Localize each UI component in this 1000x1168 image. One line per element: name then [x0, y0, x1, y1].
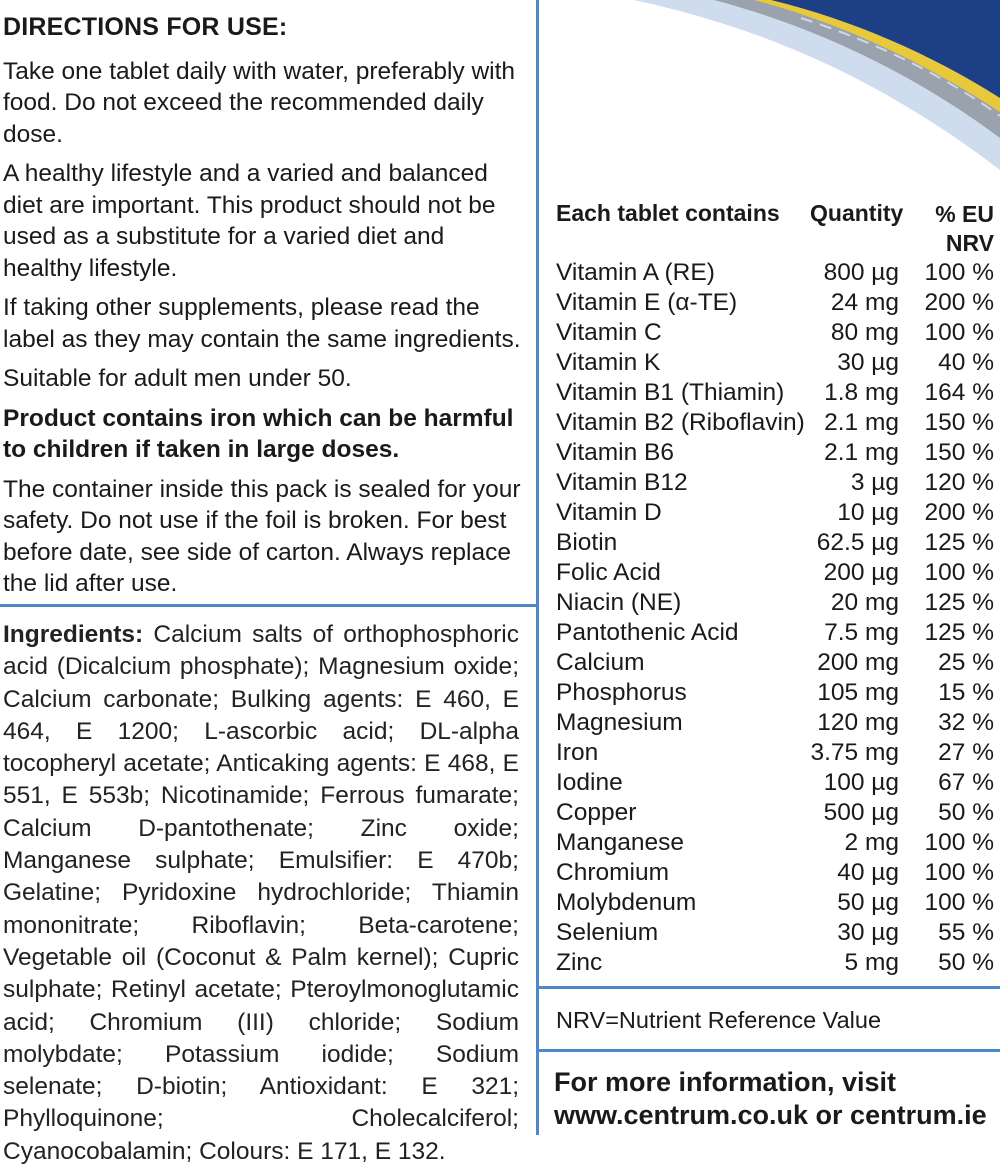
nutrient-quantity: 50 µg: [837, 889, 899, 916]
table-row: [556, 888, 998, 918]
nutrient-nrv: 27 %: [938, 739, 994, 766]
table-row: [556, 858, 998, 888]
nutrient-nrv: 125 %: [924, 619, 994, 646]
nutrient-quantity: 2.1 mg: [824, 409, 899, 436]
nutrient-name: Manganese: [556, 829, 685, 856]
table-row: [556, 588, 998, 618]
nutrient-quantity: 120 mg: [817, 709, 899, 736]
nutrient-nrv: 32 %: [938, 709, 994, 736]
nutrient-quantity: 40 µg: [837, 859, 899, 886]
nutrient-nrv: 125 %: [924, 529, 994, 556]
more-info-line: For more information, visit: [554, 1067, 897, 1097]
nutrient-name: Iron: [556, 739, 599, 766]
nutrient-name: Pantothenic Acid: [556, 619, 739, 646]
nutrient-name: Vitamin B1 (Thiamin): [556, 379, 785, 406]
column-header-nrv-line2: NRV: [945, 230, 994, 256]
nutrient-nrv: 40 %: [938, 349, 994, 376]
nutrient-name: Vitamin K: [556, 349, 661, 376]
table-row: [556, 648, 998, 678]
table-row: [556, 378, 998, 408]
nutrient-name: Vitamin B6: [556, 439, 675, 466]
nutrient-nrv: 150 %: [924, 409, 994, 436]
table-row: [556, 948, 998, 978]
nutrient-nrv: 125 %: [924, 589, 994, 616]
nutrient-quantity: 1.8 mg: [824, 379, 899, 406]
nutrient-name: Calcium: [556, 649, 645, 676]
nutrient-quantity: 200 mg: [817, 649, 899, 676]
nutrient-nrv: 55 %: [938, 919, 994, 946]
nutrient-name: Zinc: [556, 949, 603, 976]
nutrition-header: [556, 196, 998, 258]
nutrient-quantity: 100 µg: [823, 769, 899, 796]
brand-swoosh-graphic: [539, 0, 1000, 170]
nutrient-name: Chromium: [556, 859, 669, 886]
nutrient-nrv: 50 %: [938, 949, 994, 976]
column-header-nrv-line1: % EU: [935, 201, 994, 227]
nutrient-quantity: 3.75 mg: [810, 739, 899, 766]
table-row: [556, 348, 998, 378]
ingredients-label: Ingredients:: [3, 621, 144, 648]
table-row: [556, 708, 998, 738]
directions-heading: DIRECTIONS FOR USE:: [3, 13, 288, 41]
nutrient-nrv: 100 %: [924, 829, 994, 856]
nutrient-name: Vitamin C: [556, 319, 662, 346]
section-divider: [538, 986, 1000, 989]
nutrition-table: [556, 196, 998, 978]
directions-paragraph: A healthy lifestyle and a varied and balanced diet are important. This product should not be used as a substitute for a varied diet and healthy lifestyle.: [3, 160, 496, 282]
section-divider: [0, 604, 538, 607]
nutrient-nrv: 100 %: [924, 889, 994, 916]
table-row: [556, 678, 998, 708]
table-row: [556, 558, 998, 588]
nutrient-nrv: 15 %: [938, 679, 994, 706]
nutrient-quantity: 7.5 mg: [824, 619, 899, 646]
column-header-nutrient: Each tablet contains: [556, 200, 780, 226]
nutrient-quantity: 20 mg: [830, 589, 899, 616]
table-row: [556, 528, 998, 558]
nutrient-nrv: 67 %: [938, 769, 994, 796]
nutrient-quantity: 2.1 mg: [824, 439, 899, 466]
nutrition-rows: [556, 258, 998, 978]
directions-paragraph: Suitable for adult men under 50.: [3, 365, 352, 392]
nutrient-quantity: 105 mg: [817, 679, 899, 706]
table-row: [556, 468, 998, 498]
nutrient-quantity: 200 µg: [823, 559, 899, 586]
iron-warning: Product contains iron which can be harmful to children if taken in large doses.: [3, 404, 514, 463]
nutrient-name: Vitamin D: [556, 499, 662, 526]
directions-paragraph: Take one tablet daily with water, preferably with food. Do not exceed the recommended daily dose.: [3, 57, 516, 148]
nutrient-name: Copper: [556, 799, 637, 826]
nutrient-nrv: 200 %: [924, 499, 994, 526]
nutrient-quantity: 2 mg: [844, 829, 899, 856]
nutrient-nrv: 100 %: [924, 859, 994, 886]
sealed-container-note: The container inside this pack is sealed for your safety. Do not use if the foil is broken. For best before date, see side of carton. Always replace the lid after use.: [3, 475, 521, 597]
table-row: [556, 798, 998, 828]
more-info: [554, 1066, 987, 1132]
nutrient-nrv: 120 %: [924, 469, 994, 496]
nutrient-name: Magnesium: [556, 709, 683, 736]
section-divider: [538, 1049, 1000, 1052]
nutrient-quantity: 30 µg: [837, 919, 899, 946]
ingredients-text: Calcium salts of orthophosphoric acid (Dicalcium phosphate); Magnesium oxide; Calcium carbonate; Bulking agents: E 460, E 464, E 1200; L-ascorbic acid; DL-alpha tocopheryl acetate; Anticaking agents: E 468, E 551, E 553b; Nicotinamide; Ferrous fumarate; Calcium D-pantothenate; Zinc oxide; Manganese sulphate; Emulsifier: E 470b; Gelatine; Pyridoxine hydrochloride; Thiamin mononitrate; Riboflavin; Beta-carotene; Vegetable oil (Coconut & Palm kernel); Cupric sulphate; Retinyl acetate; Pteroylmonoglutamic acid; Chromium (III) chloride; Sodium molybdate; Potassium iodide; Sodium selenate; D-biotin; Antioxidant: E 321; Phylloquinone; Cholecalciferol; Cyanocobalamin; Colours: E 171, E 132.: [3, 621, 519, 1165]
nutrient-nrv: 164 %: [924, 379, 994, 406]
table-row: [556, 408, 998, 438]
ingredients-section: [3, 619, 519, 1168]
nutrient-name: Vitamin A (RE): [556, 259, 715, 286]
nutrient-name: Biotin: [556, 529, 618, 556]
nutrient-name: Vitamin E (α-TE): [556, 289, 738, 316]
column-header-nrv: [935, 200, 994, 258]
nutrient-name: Folic Acid: [556, 559, 661, 586]
nutrient-quantity: 3 µg: [850, 469, 899, 496]
table-row: [556, 318, 998, 348]
nutrient-nrv: 100 %: [924, 559, 994, 586]
nutrient-nrv: 50 %: [938, 799, 994, 826]
nutrient-nrv: 200 %: [924, 289, 994, 316]
nutrient-name: Niacin (NE): [556, 589, 682, 616]
table-row: [556, 828, 998, 858]
nrv-definition: NRV=Nutrient Reference Value: [556, 1007, 882, 1033]
nutrient-name: Vitamin B2 (Riboflavin): [556, 409, 805, 436]
table-row: [556, 618, 998, 648]
table-row: [556, 288, 998, 318]
table-row: [556, 738, 998, 768]
nutrient-name: Phosphorus: [556, 679, 687, 706]
table-row: [556, 498, 998, 528]
vertical-divider: [536, 0, 539, 1135]
nutrient-quantity: 5 mg: [844, 949, 899, 976]
nutrient-quantity: 30 µg: [837, 349, 899, 376]
nutrient-nrv: 150 %: [924, 439, 994, 466]
nutrient-nrv: 100 %: [924, 319, 994, 346]
directions-section: [3, 12, 528, 608]
nutrient-quantity: 62.5 µg: [816, 529, 899, 556]
table-row: [556, 438, 998, 468]
nutrient-nrv: 25 %: [938, 649, 994, 676]
table-row: [556, 918, 998, 948]
website-links: www.centrum.co.uk or centrum.ie: [554, 1100, 987, 1130]
directions-paragraph: If taking other supplements, please read the label as they may contain the same ingredients.: [3, 294, 521, 353]
nutrient-name: Vitamin B12: [556, 469, 688, 496]
column-header-quantity: Quantity: [810, 200, 904, 226]
nutrient-quantity: 24 mg: [830, 289, 899, 316]
table-row: [556, 768, 998, 798]
nutrient-name: Iodine: [556, 769, 623, 796]
nutrient-quantity: 80 mg: [830, 319, 899, 346]
nutrient-quantity: 10 µg: [837, 499, 899, 526]
nutrient-quantity: 800 µg: [823, 259, 899, 286]
nutrient-quantity: 500 µg: [823, 799, 899, 826]
nutrient-name: Molybdenum: [556, 889, 697, 916]
table-row: [556, 258, 998, 288]
nutrient-name: Selenium: [556, 919, 659, 946]
nutrient-nrv: 100 %: [924, 259, 994, 286]
